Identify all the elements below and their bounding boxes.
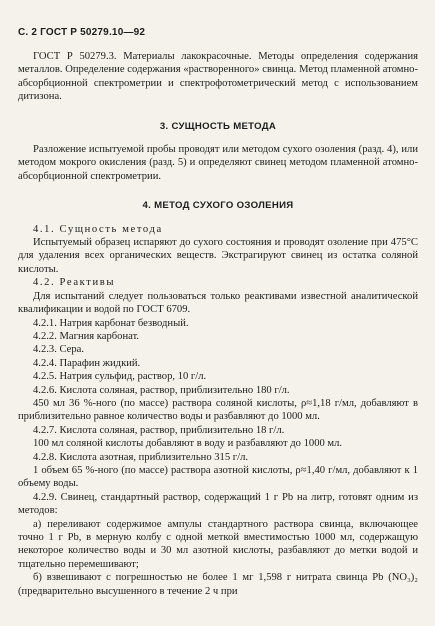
item-4-2-9: 4.2.9. Свинец, стандартный раствор, содержащий 1 г Pb на литр, готовят одним из методов: <box>18 491 418 517</box>
paragraph-method: Испытуемый образец испаряют до сухого состояния и проводят озоление при 475°С для удаления всех органических веществ. Экстрагируют свинец из остатка соляной кислоты. <box>18 237 418 275</box>
item-4-2-4: 4.2.4. Парафин жидкий. <box>33 357 141 369</box>
item-4-2-1: 4.2.1. Натрия карбонат безводный. <box>33 317 189 329</box>
section-heading-3: 3. СУЩНОСТЬ МЕТОДА <box>159 120 277 132</box>
page-header: С. 2 ГОСТ Р 50279.10—92 <box>18 27 146 38</box>
section-heading-4: 4. МЕТОД СУХОГО ОЗОЛЕНИЯ <box>142 200 294 212</box>
paragraph-hcl-18: 100 мл соляной кислоты добавляют в воду и разбавляют до 1000 мл. <box>33 438 343 450</box>
item-4-2-5: 4.2.5. Натрия сульфид, раствор, 10 г/л. <box>33 371 207 383</box>
subsection-4-2: 4.2. Реактивы <box>33 277 116 289</box>
item-4-2-6: 4.2.6. Кислота соляная, раствор, приблизительно 180 г/л. <box>33 384 290 396</box>
item-4-2-2: 4.2.2. Магния карбонат. <box>33 330 140 342</box>
paragraph-nitric: 1 объем 65 %-ного (по массе) раствора азотной кислоты, ρ≈1,40 г/мл, добавляют к 1 объему воды. <box>18 464 418 490</box>
item-4-2-8: 4.2.8. Кислота азотная, приблизительно 315 г/л. <box>33 451 249 463</box>
item-4-2-3: 4.2.3. Сера. <box>33 344 85 356</box>
paragraph-hcl-180: 450 мл 36 %-ного (по массе) раствора соляной кислоты, ρ≈1,18 г/мл, добавляют в приблизительно равное количество воды и разбавляют до 1000 мл. <box>18 397 418 423</box>
paragraph-reference: ГОСТ Р 50279.3. Материалы лакокрасочные. Методы определения содержания металлов. Определение содержания «растворенного» свинца. Метод пламенной атомно-абсорбционной спектрометрии и спектрофотометрический метод с использованием дитизона. <box>18 51 418 103</box>
subsection-4-1: 4.1. Сущность метода <box>33 223 163 235</box>
document-body <box>18 50 418 598</box>
paragraph-reagents: Для испытаний следует пользоваться только реактивами известной аналитической квалификации и водой по ГОСТ 6709. <box>18 290 418 316</box>
paragraph-essence: Разложение испытуемой пробы проводят или методом сухого озоления (разд. 4), или методом мокрого окисления (разд. 5) и определяют свинец методом пламенной атомно-абсорбционной спектрометрии. <box>18 144 418 182</box>
paragraph-method-a: а) переливают содержимое ампулы стандартного раствора свинца, включающее точно 1 г Pb, в мерную колбу с одной меткой вместимостью 1000 мл, содержащую некоторое количество воды и 30 мл азотной кислоты, разбавляют до метки водой и тщательно перемешивают; <box>18 518 418 570</box>
item-4-2-7: 4.2.7. Кислота соляная, раствор, приблизительно 18 г/л. <box>33 424 285 436</box>
paragraph-method-b: б) взвешивают с погрешностью не более 1 мг 1,598 г нитрата свинца Pb (NO₃)₂ (предварительно высушенного в течение 2 ч при <box>18 572 418 597</box>
